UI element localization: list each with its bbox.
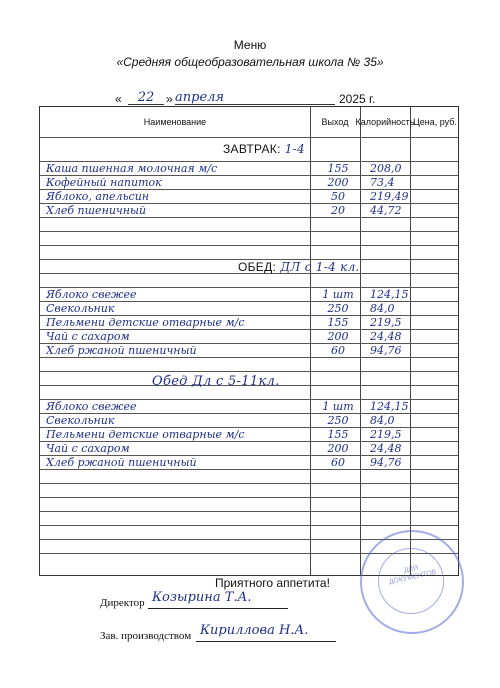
breakfast-section-title	[223, 142, 305, 156]
lunch2-row	[40, 428, 460, 441]
dish-name: Кофейный напиток	[46, 176, 162, 189]
dish-output: 200	[327, 442, 349, 455]
dish-calories: 94,76	[370, 456, 402, 469]
breakfast-row	[40, 204, 460, 217]
dish-output: 50	[331, 190, 345, 203]
lunch2-row	[40, 414, 460, 427]
lunch2-row	[40, 400, 460, 413]
date-close-quote: »	[166, 92, 173, 106]
dish-output: 250	[327, 414, 349, 427]
dish-output: 60	[331, 456, 345, 469]
dish-output: 1 шт	[322, 400, 354, 413]
school-name: «Средняя общеобразовательная школа № 35»	[116, 55, 384, 69]
breakfast-title: ЗАВТРАК:	[223, 142, 281, 156]
dish-output: 155	[327, 428, 349, 441]
date-open-quote: «	[115, 92, 122, 106]
dish-output: 155	[327, 316, 349, 329]
dish-calories: 208,0	[370, 162, 402, 175]
dish-output: 200	[327, 330, 349, 343]
lunch-row	[40, 302, 460, 315]
dish-name: Хлеб пшеничный	[46, 204, 147, 217]
dish-name: Яблоко свежее	[46, 288, 137, 301]
dish-output: 60	[331, 344, 345, 357]
dish-output: 200	[327, 176, 349, 189]
dish-output: 20	[331, 204, 345, 217]
dish-name: Пельмени детские отварные м/с	[46, 316, 245, 329]
dish-name: Яблоко свежее	[46, 400, 137, 413]
dish-calories: 94,76	[370, 344, 402, 357]
lunch-row	[40, 330, 460, 343]
dish-calories: 73,4	[370, 176, 395, 189]
date-year: 2025 г.	[339, 92, 376, 106]
dish-name: Каша пшенная молочная м/с	[46, 162, 218, 175]
column-output-header: Выход	[321, 116, 349, 127]
director-label: Директор	[100, 597, 145, 609]
date-day: 22	[128, 90, 164, 105]
dish-name: Свекольник	[46, 302, 115, 315]
director-signature: Козырина Т.А.	[152, 590, 252, 605]
dish-output: 1 шт	[322, 288, 354, 301]
dish-calories: 219,5	[370, 316, 402, 329]
menu-table	[39, 106, 459, 576]
lunch2-row	[40, 456, 460, 469]
column-name-header: Наименование	[143, 116, 207, 127]
footer-wish: Приятного аппетита!	[215, 576, 330, 590]
dish-calories: 124,15	[370, 400, 409, 413]
manager-label: Зав. производством	[100, 630, 192, 642]
dish-calories: 24,48	[370, 442, 402, 455]
dish-calories: 124,15	[370, 288, 409, 301]
column-price-header: Цена, руб.	[413, 116, 457, 127]
dish-output: 250	[327, 302, 349, 315]
dish-calories: 219,49	[370, 190, 409, 203]
column-calories-header: Калорийность	[355, 116, 415, 127]
official-stamp	[360, 530, 464, 634]
lunch-note: ДЛ с 1-4 кл.	[280, 260, 360, 274]
dish-calories: 219,5	[370, 428, 402, 441]
dish-calories: 24,48	[370, 330, 402, 343]
breakfast-row	[40, 190, 460, 203]
dish-output: 155	[327, 162, 349, 175]
dish-name: Свекольник	[46, 414, 115, 427]
dish-name: Пельмени детские отварные м/с	[46, 428, 245, 441]
dish-name: Яблоко, апельсин	[46, 190, 150, 203]
breakfast-row	[40, 162, 460, 175]
page-title: Меню	[233, 38, 267, 52]
dish-name: Чай с сахаром	[46, 442, 130, 455]
breakfast-row	[40, 176, 460, 189]
lunch-title: ОБЕД:	[238, 260, 277, 274]
lunch-section-title	[238, 260, 360, 274]
lunch2-row	[40, 442, 460, 455]
dish-name: Хлеб ржаной пшеничный	[46, 344, 197, 357]
lunch-row	[40, 316, 460, 329]
stamp-label: ДЛЯ ДОКУМЕНТОВ	[388, 564, 438, 586]
lunch2-section-title: Обед Дл с 5-11кл.	[152, 374, 280, 389]
breakfast-note: 1-4	[284, 142, 305, 156]
dish-calories: 84,0	[370, 302, 395, 315]
dish-name: Хлеб ржаной пшеничный	[46, 456, 197, 469]
dish-name: Чай с сахаром	[46, 330, 130, 343]
lunch-row	[40, 288, 460, 301]
date-month: апреля	[175, 90, 335, 105]
dish-calories: 84,0	[370, 414, 395, 427]
dish-calories: 44,72	[370, 204, 402, 217]
lunch-row	[40, 344, 460, 357]
manager-signature: Кириллова Н.А.	[200, 623, 309, 638]
